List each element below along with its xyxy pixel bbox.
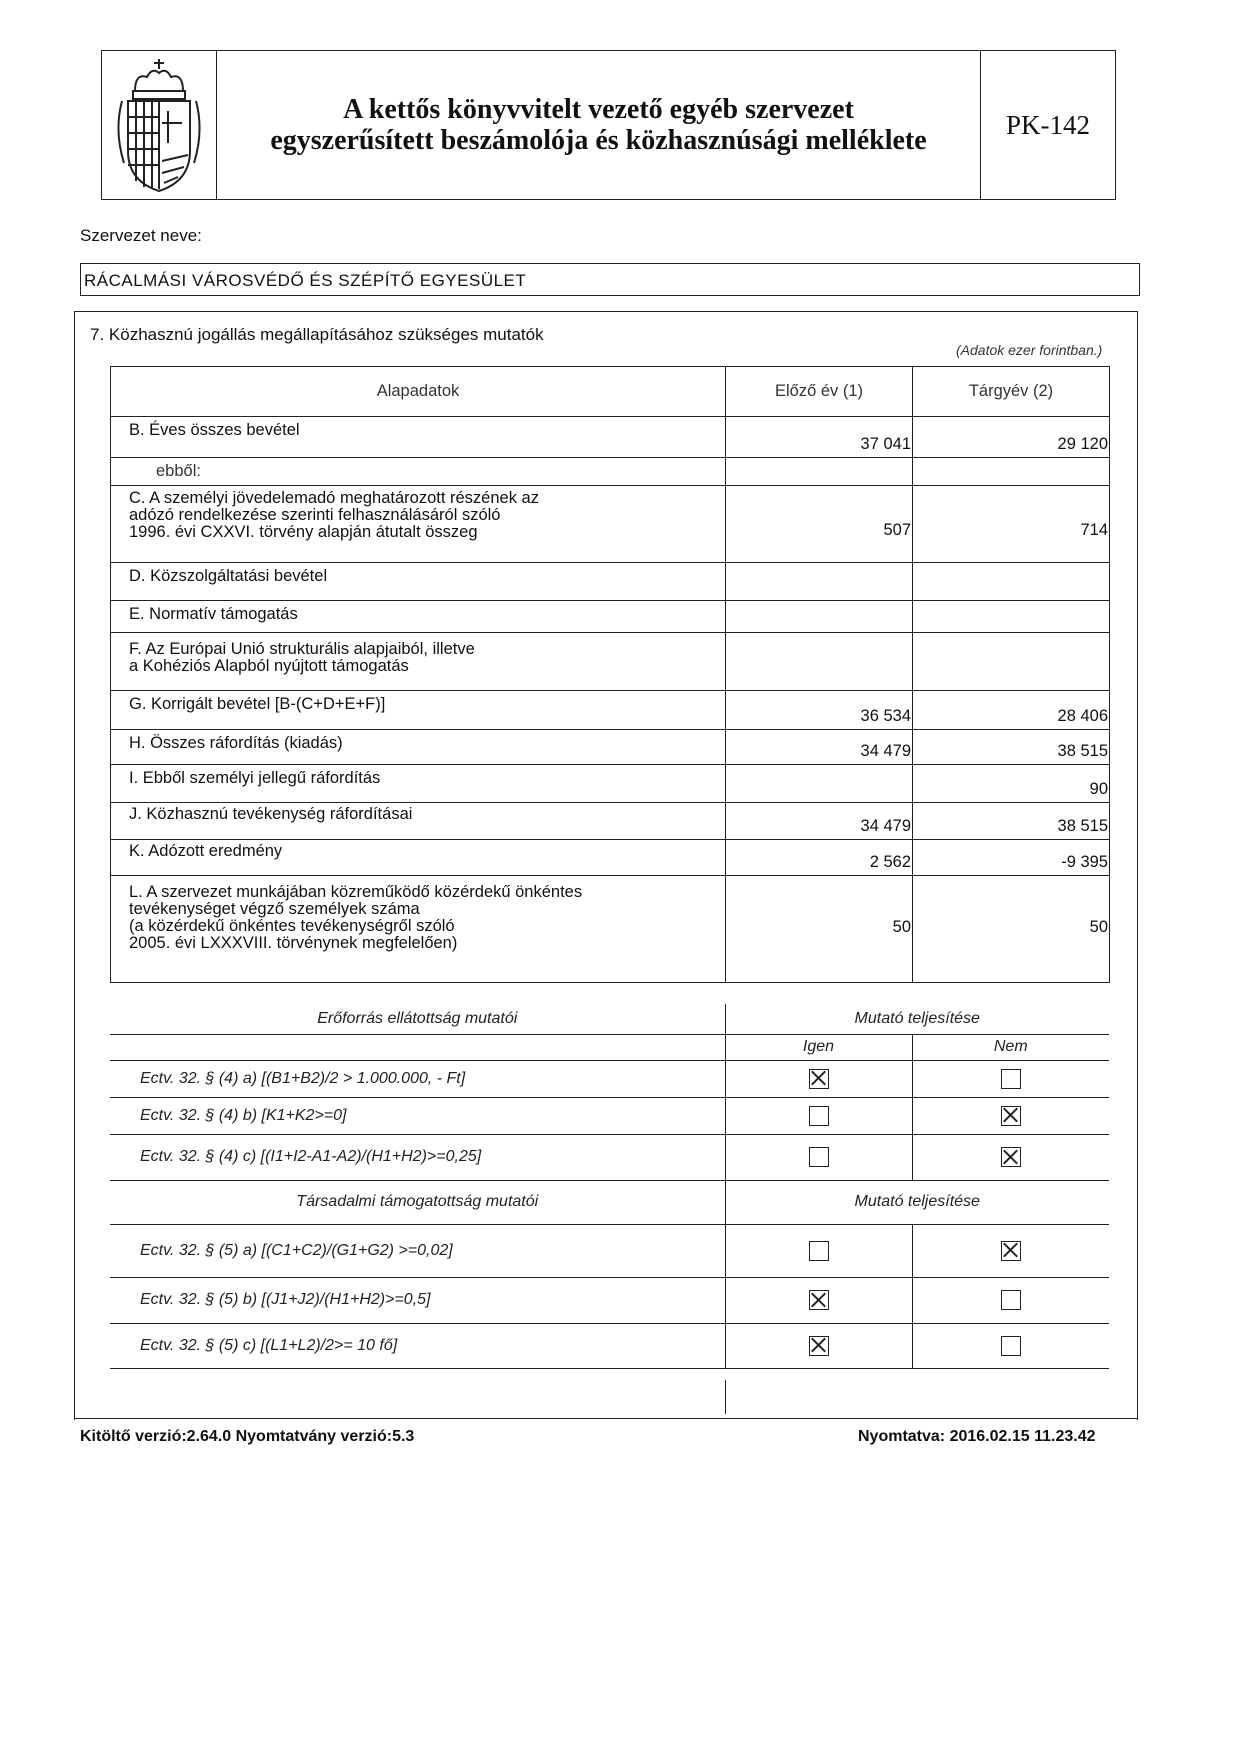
- no-cell: [912, 1277, 1109, 1323]
- indicator-row: [110, 1060, 1109, 1097]
- previous-year-value: 507: [726, 486, 913, 563]
- header-previous-year: Előző év (1): [726, 367, 913, 417]
- indicator-label: Ectv. 32. § (4) b) [K1+K2>=0]: [110, 1097, 725, 1134]
- row-label-line: (a közérdekű önkéntes tevékenységről szóló: [129, 917, 455, 935]
- resource-indicators-heading: Erőforrás ellátottság mutatói: [110, 1004, 725, 1034]
- previous-year-value: 37 041: [726, 417, 913, 458]
- no-cell: [912, 1323, 1109, 1368]
- yes-checkbox[interactable]: [809, 1336, 829, 1356]
- no-cell: [912, 1224, 1109, 1277]
- row-label-line: tevékenységet végző személyek száma: [129, 900, 420, 918]
- row-label: [111, 486, 726, 563]
- previous-year-value: [726, 458, 913, 486]
- current-year-value: [913, 563, 1110, 601]
- header-current-year: Tárgyév (2): [913, 367, 1110, 417]
- row-label: H. Összes ráfordítás (kiadás): [111, 730, 726, 765]
- row-label-line: F. Az Európai Unió strukturális alapjaiból, illetve: [129, 640, 475, 658]
- indicator-row: [110, 1277, 1109, 1323]
- form-title-line1: A kettős könyvvitelt vezető egyéb szervezet: [343, 94, 854, 125]
- form-title-line2: egyszerűsített beszámolója és közhasznúsági melléklete: [270, 125, 927, 156]
- section-divider: [74, 1418, 1138, 1419]
- no-checkbox[interactable]: [1001, 1069, 1021, 1089]
- table-row: [111, 458, 1110, 486]
- yes-column-label: Igen: [725, 1034, 912, 1060]
- coat-of-arms: [102, 51, 217, 199]
- footer-printed-timestamp: Nyomtatva: 2016.02.15 11.23.42: [858, 1428, 1096, 1445]
- current-year-value: [913, 458, 1110, 486]
- table-row: [111, 486, 1110, 563]
- row-label: D. Közszolgáltatási bevétel: [111, 563, 726, 601]
- fulfilment-heading: Mutató teljesítése: [725, 1180, 1109, 1224]
- indicators-table: [110, 1004, 1109, 1369]
- current-year-value: 28 406: [913, 691, 1110, 730]
- section-title: 7. Közhasznú jogállás megállapításához szükséges mutatók: [90, 325, 544, 344]
- yes-cell: [725, 1323, 912, 1368]
- indicator-row: [110, 1097, 1109, 1134]
- indicator-row: [110, 1323, 1109, 1368]
- previous-year-value: 36 534: [726, 691, 913, 730]
- yes-cell: [725, 1134, 912, 1180]
- row-label: I. Ebből személyi jellegű ráfordítás: [111, 765, 726, 803]
- row-label: B. Éves összes bevétel: [111, 417, 726, 458]
- coat-of-arms-icon: [102, 51, 216, 199]
- indicator-row: [110, 1224, 1109, 1277]
- indicator-label: Ectv. 32. § (4) c) [(I1+I2-A1-A2)/(H1+H2)>=0,25]: [110, 1134, 725, 1180]
- indicator-label: Ectv. 32. § (5) c) [(L1+L2)/2>= 10 fő]: [110, 1323, 725, 1368]
- row-label: ebből:: [111, 458, 726, 486]
- row-label-line: a Kohéziós Alapból nyújtott támogatás: [129, 657, 409, 675]
- previous-year-value: [726, 633, 913, 691]
- yes-checkbox[interactable]: [809, 1241, 829, 1261]
- table-row: [111, 840, 1110, 876]
- no-cell: [912, 1134, 1109, 1180]
- yes-cell: [725, 1060, 912, 1097]
- table-header-row: [111, 367, 1110, 417]
- previous-year-value: [726, 563, 913, 601]
- current-year-value: 38 515: [913, 730, 1110, 765]
- current-year-value: 29 120: [913, 417, 1110, 458]
- current-year-value: 714: [913, 486, 1110, 563]
- previous-year-value: [726, 601, 913, 633]
- table-row: [111, 765, 1110, 803]
- yes-no-header-row: [110, 1034, 1109, 1060]
- column-divider: [725, 1380, 726, 1414]
- organization-name: RÁCALMÁSI VÁROSVÉDŐ ÉS SZÉPÍTŐ EGYESÜLET: [84, 271, 527, 290]
- base-data-table: [110, 366, 1110, 983]
- yes-checkbox[interactable]: [809, 1069, 829, 1089]
- previous-year-value: 34 479: [726, 730, 913, 765]
- row-label: E. Normatív támogatás: [111, 601, 726, 633]
- no-checkbox[interactable]: [1001, 1290, 1021, 1310]
- resource-indicators-header: [110, 1004, 1109, 1034]
- current-year-value: [913, 633, 1110, 691]
- form-code: PK-142: [980, 51, 1115, 199]
- indicator-label: Ectv. 32. § (5) a) [(C1+C2)/(G1+G2) >=0,02]: [110, 1224, 725, 1277]
- row-label-line: adózó rendelkezése szerinti felhasználásáról szóló: [129, 506, 501, 524]
- no-checkbox[interactable]: [1001, 1241, 1021, 1261]
- spacer-cell: [110, 1034, 725, 1060]
- footer-version: Kitöltő verzió:2.64.0 Nyomtatvány verzió:5.3: [80, 1428, 415, 1445]
- no-checkbox[interactable]: [1001, 1336, 1021, 1356]
- indicator-row: [110, 1134, 1109, 1180]
- previous-year-value: [726, 765, 913, 803]
- row-label: G. Korrigált bevétel [B-(C+D+E+F)]: [111, 691, 726, 730]
- social-indicators-header: [110, 1180, 1109, 1224]
- table-row: [111, 417, 1110, 458]
- table-row: [111, 730, 1110, 765]
- form-title: [216, 51, 981, 199]
- current-year-value: 38 515: [913, 803, 1110, 840]
- table-row: [111, 633, 1110, 691]
- social-indicators-heading: Társadalmi támogatottság mutatói: [110, 1180, 725, 1224]
- no-cell: [912, 1097, 1109, 1134]
- header-base-data: Alapadatok: [111, 367, 726, 417]
- row-label-line: 1996. évi CXXVI. törvény alapján átutalt összeg: [129, 523, 478, 541]
- table-row: [111, 601, 1110, 633]
- indicator-label: Ectv. 32. § (5) b) [(J1+J2)/(H1+H2)>=0,5]: [110, 1277, 725, 1323]
- no-checkbox[interactable]: [1001, 1106, 1021, 1126]
- row-label: [111, 633, 726, 691]
- current-year-value: -9 395: [913, 840, 1110, 876]
- row-label: K. Adózott eredmény: [111, 840, 726, 876]
- no-cell: [912, 1060, 1109, 1097]
- organization-label: Szervezet neve:: [80, 226, 202, 245]
- row-label-line: C. A személyi jövedelemadó meghatározott részének az: [129, 489, 539, 507]
- table-row: [111, 803, 1110, 840]
- yes-checkbox[interactable]: [809, 1290, 829, 1310]
- yes-cell: [725, 1097, 912, 1134]
- no-checkbox[interactable]: [1001, 1147, 1021, 1167]
- previous-year-value: 34 479: [726, 803, 913, 840]
- yes-checkbox[interactable]: [809, 1106, 829, 1126]
- yes-cell: [725, 1224, 912, 1277]
- table-row: [111, 563, 1110, 601]
- form-header: [101, 50, 1116, 200]
- table-row: [111, 876, 1110, 983]
- current-year-value: [913, 601, 1110, 633]
- no-column-label: Nem: [912, 1034, 1109, 1060]
- row-label-line: L. A szervezet munkájában közreműködő közérdekű önkéntes: [129, 883, 583, 901]
- table-row: [111, 691, 1110, 730]
- fulfilment-heading: Mutató teljesítése: [725, 1004, 1109, 1034]
- units-note: (Adatok ezer forintban.): [956, 342, 1103, 358]
- yes-checkbox[interactable]: [809, 1147, 829, 1167]
- current-year-value: 50: [913, 876, 1110, 983]
- previous-year-value: 2 562: [726, 840, 913, 876]
- row-label: J. Közhasznú tevékenység ráfordításai: [111, 803, 726, 840]
- current-year-value: 90: [913, 765, 1110, 803]
- previous-year-value: 50: [726, 876, 913, 983]
- indicator-label: Ectv. 32. § (4) a) [(B1+B2)/2 > 1.000.000, - Ft]: [110, 1060, 725, 1097]
- row-label-line: 2005. évi LXXXVIII. törvénynek megfelelően): [129, 934, 458, 952]
- row-label: [111, 876, 726, 983]
- yes-cell: [725, 1277, 912, 1323]
